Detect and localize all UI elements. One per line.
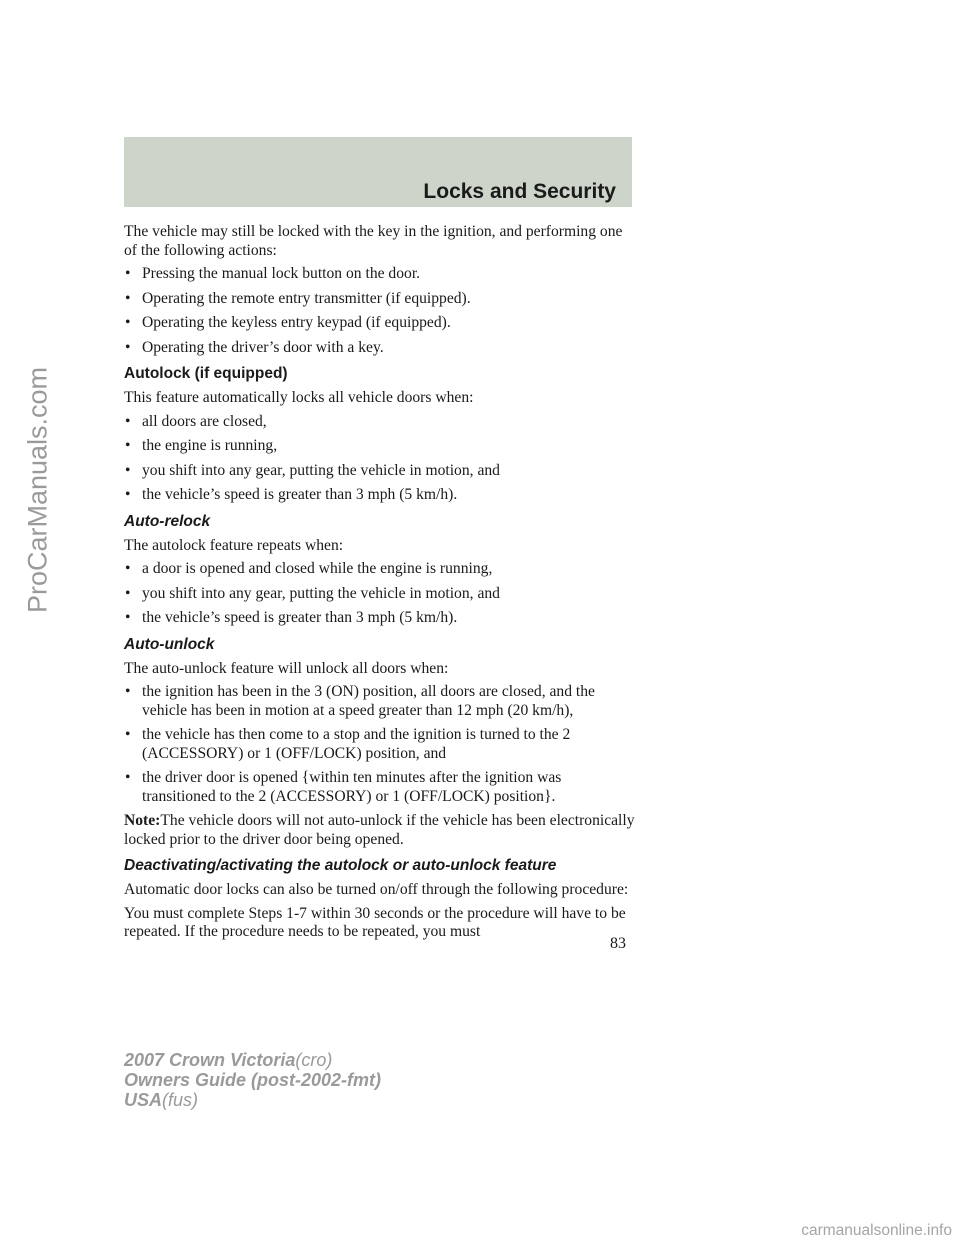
document-footer [124, 1050, 381, 1110]
list-item: • a door is opened and closed while the engine is running, [125, 560, 493, 577]
section-title: Locks and Security [423, 180, 616, 203]
bullet-icon: • [125, 726, 131, 743]
list-item: • the vehicle’s speed is greater than 3 mph (5 km/h). [125, 486, 458, 503]
bullet-icon: • [125, 486, 131, 503]
bullet-icon: • [125, 289, 131, 307]
list-item: • the ignition has been in the 3 (ON) position, all doors are closed, and the vehicle has been in motion at a speed greater than 12 mph (20 km/h), [125, 683, 595, 719]
list-item: • the vehicle has then come to a stop and the ignition is turned to the 2 (ACCESSORY) or 1 (OFF/LOCK) position, and [125, 726, 571, 762]
autounlock-paragraph: The auto-unlock feature will unlock all doors when: [124, 659, 449, 677]
list-item: • Operating the driver’s door with a key. [125, 338, 384, 356]
bullet-icon: • [125, 584, 131, 602]
deactivate-paragraph-2: You must complete Steps 1-7 within 30 seconds or the procedure will have to be repeated. If the procedure needs to be repeated, you must [124, 904, 626, 940]
bullet-icon: • [125, 683, 131, 700]
deactivate-heading: Deactivating/activating the autolock or auto-unlock feature [124, 857, 557, 874]
list-item: • all doors are closed, [125, 412, 267, 430]
autounlock-bullet-list [124, 683, 636, 806]
bullet-icon: • [125, 461, 131, 479]
autolock-paragraph: This feature automatically locks all vehicle doors when: [124, 389, 474, 406]
autorelock-bullet-list [124, 560, 636, 628]
list-item: • the engine is running, [125, 437, 278, 454]
bullet-icon: • [125, 412, 131, 430]
bullet-icon: • [125, 560, 131, 577]
footer-line-3 [124, 1090, 381, 1110]
intro-paragraph: The vehicle may still be locked with the key in the ignition, and performing one of the following actions: [124, 223, 623, 259]
footer-market-code: (fus) [162, 1090, 199, 1110]
list-item: • you shift into any gear, putting the vehicle in motion, and [125, 584, 500, 602]
list-item: • Pressing the manual lock button on the door. [125, 265, 421, 282]
footer-market: USA [124, 1090, 163, 1110]
bullet-icon: • [125, 609, 131, 626]
intro-bullet-list [124, 265, 636, 357]
footer-line-1 [124, 1050, 381, 1070]
bullet-icon: • [125, 265, 131, 282]
bullet-icon: • [125, 338, 131, 356]
list-item: • you shift into any gear, putting the vehicle in motion, and [125, 461, 500, 479]
list-item: • Operating the remote entry transmitter (if equipped). [125, 289, 471, 307]
section-header-band [124, 137, 632, 207]
autounlock-heading: Auto-unlock [124, 635, 215, 653]
autorelock-paragraph: The autolock feature repeats when: [124, 536, 344, 554]
note-label: Note: [124, 812, 161, 829]
list-item: • the vehicle’s speed is greater than 3 mph (5 km/h). [125, 609, 458, 626]
site-footer-text: carmanualsonline.info [801, 1222, 952, 1239]
bullet-icon: • [125, 437, 131, 454]
list-item: • Operating the keyless entry keypad (if equipped). [125, 314, 451, 331]
bullet-icon: • [125, 769, 131, 786]
footer-model-code: (cro) [295, 1050, 333, 1070]
footer-line-2: Owners Guide (post-2002-fmt) [124, 1070, 382, 1090]
deactivate-paragraph-1: Automatic door locks can also be turned on/off through the following procedure: [124, 881, 629, 898]
watermark-text: ProCarManuals.com [22, 366, 53, 614]
page-content [124, 223, 636, 947]
autolock-heading: Autolock (if equipped) [124, 365, 288, 382]
autolock-bullet-list [124, 413, 636, 505]
note-paragraph [124, 812, 636, 849]
footer-model: 2007 Crown Victoria [124, 1050, 296, 1070]
note-text: The vehicle doors will not auto-unlock if the vehicle has been electronically locked prior to the driver door being opened. [124, 812, 635, 848]
bullet-icon: • [125, 314, 131, 331]
list-item: • the driver door is opened {within ten minutes after the ignition was transitioned to the 2 (ACCESSORY) or 1 (OFF/LOCK) position}. [125, 769, 562, 805]
page-number: 83 [610, 935, 626, 952]
autorelock-heading: Auto-relock [124, 512, 211, 530]
